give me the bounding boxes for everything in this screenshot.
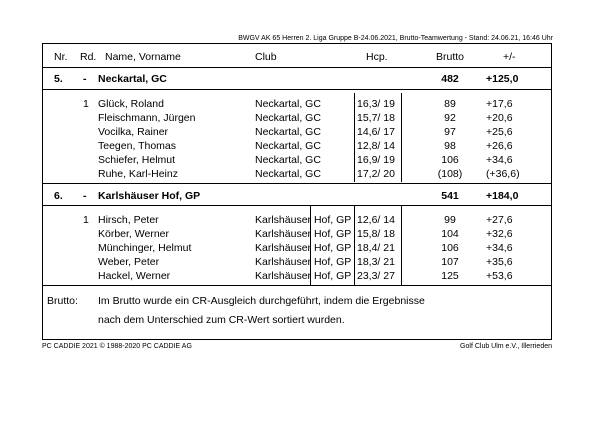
player-name: Vocilka, Rainer — [98, 126, 169, 138]
player-club: Karlshäuser Hof, GP — [255, 270, 352, 282]
table-row — [43, 153, 551, 167]
player-diff: +34,6 — [486, 242, 513, 254]
player-diff: +25,6 — [486, 126, 513, 138]
player-brutto: 125 — [441, 270, 459, 282]
player-club: Neckartal, GC — [255, 168, 321, 180]
player-brutto: 107 — [441, 256, 459, 268]
table-row — [43, 213, 551, 227]
table-row — [43, 227, 551, 241]
col-brutto-header: Brutto — [435, 51, 464, 63]
team-brutto: 482 — [441, 73, 459, 85]
team-brutto: 541 — [441, 190, 459, 202]
player-brutto: 92 — [444, 112, 456, 124]
team-row — [43, 72, 551, 86]
player-name: Hirsch, Peter — [98, 214, 159, 226]
player-diff: +32,6 — [486, 228, 513, 240]
player-name: Teegen, Thomas — [98, 140, 177, 152]
player-brutto: 89 — [444, 98, 456, 110]
table-row — [43, 125, 551, 139]
player-name: Weber, Peter — [98, 256, 160, 268]
table-row — [43, 241, 551, 255]
team-round: - — [83, 73, 87, 85]
player-name: Schiefer, Helmut — [98, 154, 176, 166]
col-name-header: Name, Vorname — [105, 51, 181, 63]
player-diff: (+36,6) — [486, 168, 520, 180]
player-name: Ruhe, Karl-Heinz — [98, 168, 178, 180]
team-round: - — [83, 190, 87, 202]
player-hcp: 12,8/ 14 — [357, 140, 395, 152]
player-name: Fleischmann, Jürgen — [98, 112, 196, 124]
player-club: Neckartal, GC — [255, 140, 321, 152]
player-club: Karlshäuser Hof, GP — [255, 256, 352, 268]
team-divider — [43, 205, 551, 206]
col-rd-header: Rd. — [80, 51, 97, 63]
note-label: Brutto: — [47, 295, 78, 307]
player-brutto: 106 — [441, 154, 459, 166]
team-divider — [43, 89, 551, 90]
player-hcp: 17,2/ 20 — [357, 168, 395, 180]
table-row — [43, 255, 551, 269]
player-club: Neckartal, GC — [255, 126, 321, 138]
player-club: Karlshäuser Hof, GP — [255, 214, 352, 226]
player-name: Körber, Werner — [98, 228, 170, 240]
team-name: Karlshäuser Hof, GP — [98, 190, 201, 202]
table-row — [43, 269, 551, 283]
player-hcp: 16,3/ 19 — [357, 98, 395, 110]
player-club: Karlshäuser Hof, GP — [255, 228, 352, 240]
player-diff: +27,6 — [486, 214, 513, 226]
team-diff: +184,0 — [486, 190, 519, 202]
player-diff: +35,6 — [486, 256, 513, 268]
player-hcp: 23,3/ 27 — [357, 270, 395, 282]
table-row — [43, 111, 551, 125]
note-line: nach dem Unterschied zum CR-Wert sortiert wurden. — [98, 314, 345, 326]
player-hcp: 15,8/ 18 — [357, 228, 395, 240]
player-club: Neckartal, GC — [255, 98, 321, 110]
player-diff: +26,6 — [486, 140, 513, 152]
footer-copyright: PC CADDIE 2021 © 1988-2020 PC CADDIE AG — [42, 343, 192, 350]
team-name: Neckartal, GC — [98, 73, 167, 85]
player-name: Hackel, Werner — [98, 270, 171, 282]
note-line: Im Brutto wurde ein CR-Ausgleich durchgeführt, indem die Ergebnisse — [98, 295, 425, 307]
player-round: 1 — [83, 214, 89, 226]
player-diff: +53,6 — [486, 270, 513, 282]
team-rank: 5. — [54, 73, 63, 85]
player-brutto: 99 — [444, 214, 456, 226]
player-club: Neckartal, GC — [255, 154, 321, 166]
player-name: Münchinger, Helmut — [98, 242, 192, 254]
player-club: Neckartal, GC — [255, 112, 321, 124]
player-round: 1 — [83, 98, 89, 110]
table-row — [43, 97, 551, 111]
player-club: Karlshäuser Hof, GP — [255, 242, 352, 254]
table-row — [43, 139, 551, 153]
player-diff: +20,6 — [486, 112, 513, 124]
player-brutto: 97 — [444, 126, 456, 138]
player-hcp: 18,3/ 21 — [357, 256, 395, 268]
player-hcp: 14,6/ 17 — [357, 126, 395, 138]
col-hcp-header: Hcp. — [366, 51, 388, 63]
team-diff: +125,0 — [486, 73, 519, 85]
player-brutto: 98 — [444, 140, 456, 152]
column-header-row — [43, 50, 551, 64]
team-rank: 6. — [54, 190, 63, 202]
team-divider — [43, 183, 551, 184]
player-brutto: 104 — [441, 228, 459, 240]
col-club-header: Club — [255, 51, 277, 63]
player-hcp: 16,9/ 19 — [357, 154, 395, 166]
header-divider — [43, 67, 551, 68]
player-brutto: 106 — [441, 242, 459, 254]
table-row — [43, 167, 551, 181]
player-hcp: 18,4/ 21 — [357, 242, 395, 254]
player-diff: +34,6 — [486, 154, 513, 166]
report-header: BWGV AK 65 Herren 2. Liga Gruppe B-24.06.2021, Brutto-Teamwertung - Stand: 24.06.21, 16:46 Uhr — [238, 35, 553, 42]
player-diff: +17,6 — [486, 98, 513, 110]
player-brutto: (108) — [437, 168, 463, 180]
player-name: Glück, Roland — [98, 98, 164, 110]
col-diff-header: +/- — [503, 51, 516, 63]
table-bottom-rule — [43, 285, 551, 286]
team-row — [43, 189, 551, 203]
footer-club: Golf Club Ulm e.V., Illerrieden — [460, 343, 552, 350]
results-table — [42, 43, 552, 340]
player-hcp: 12,6/ 14 — [357, 214, 395, 226]
player-hcp: 15,7/ 18 — [357, 112, 395, 124]
col-nr-header: Nr. — [54, 51, 68, 63]
